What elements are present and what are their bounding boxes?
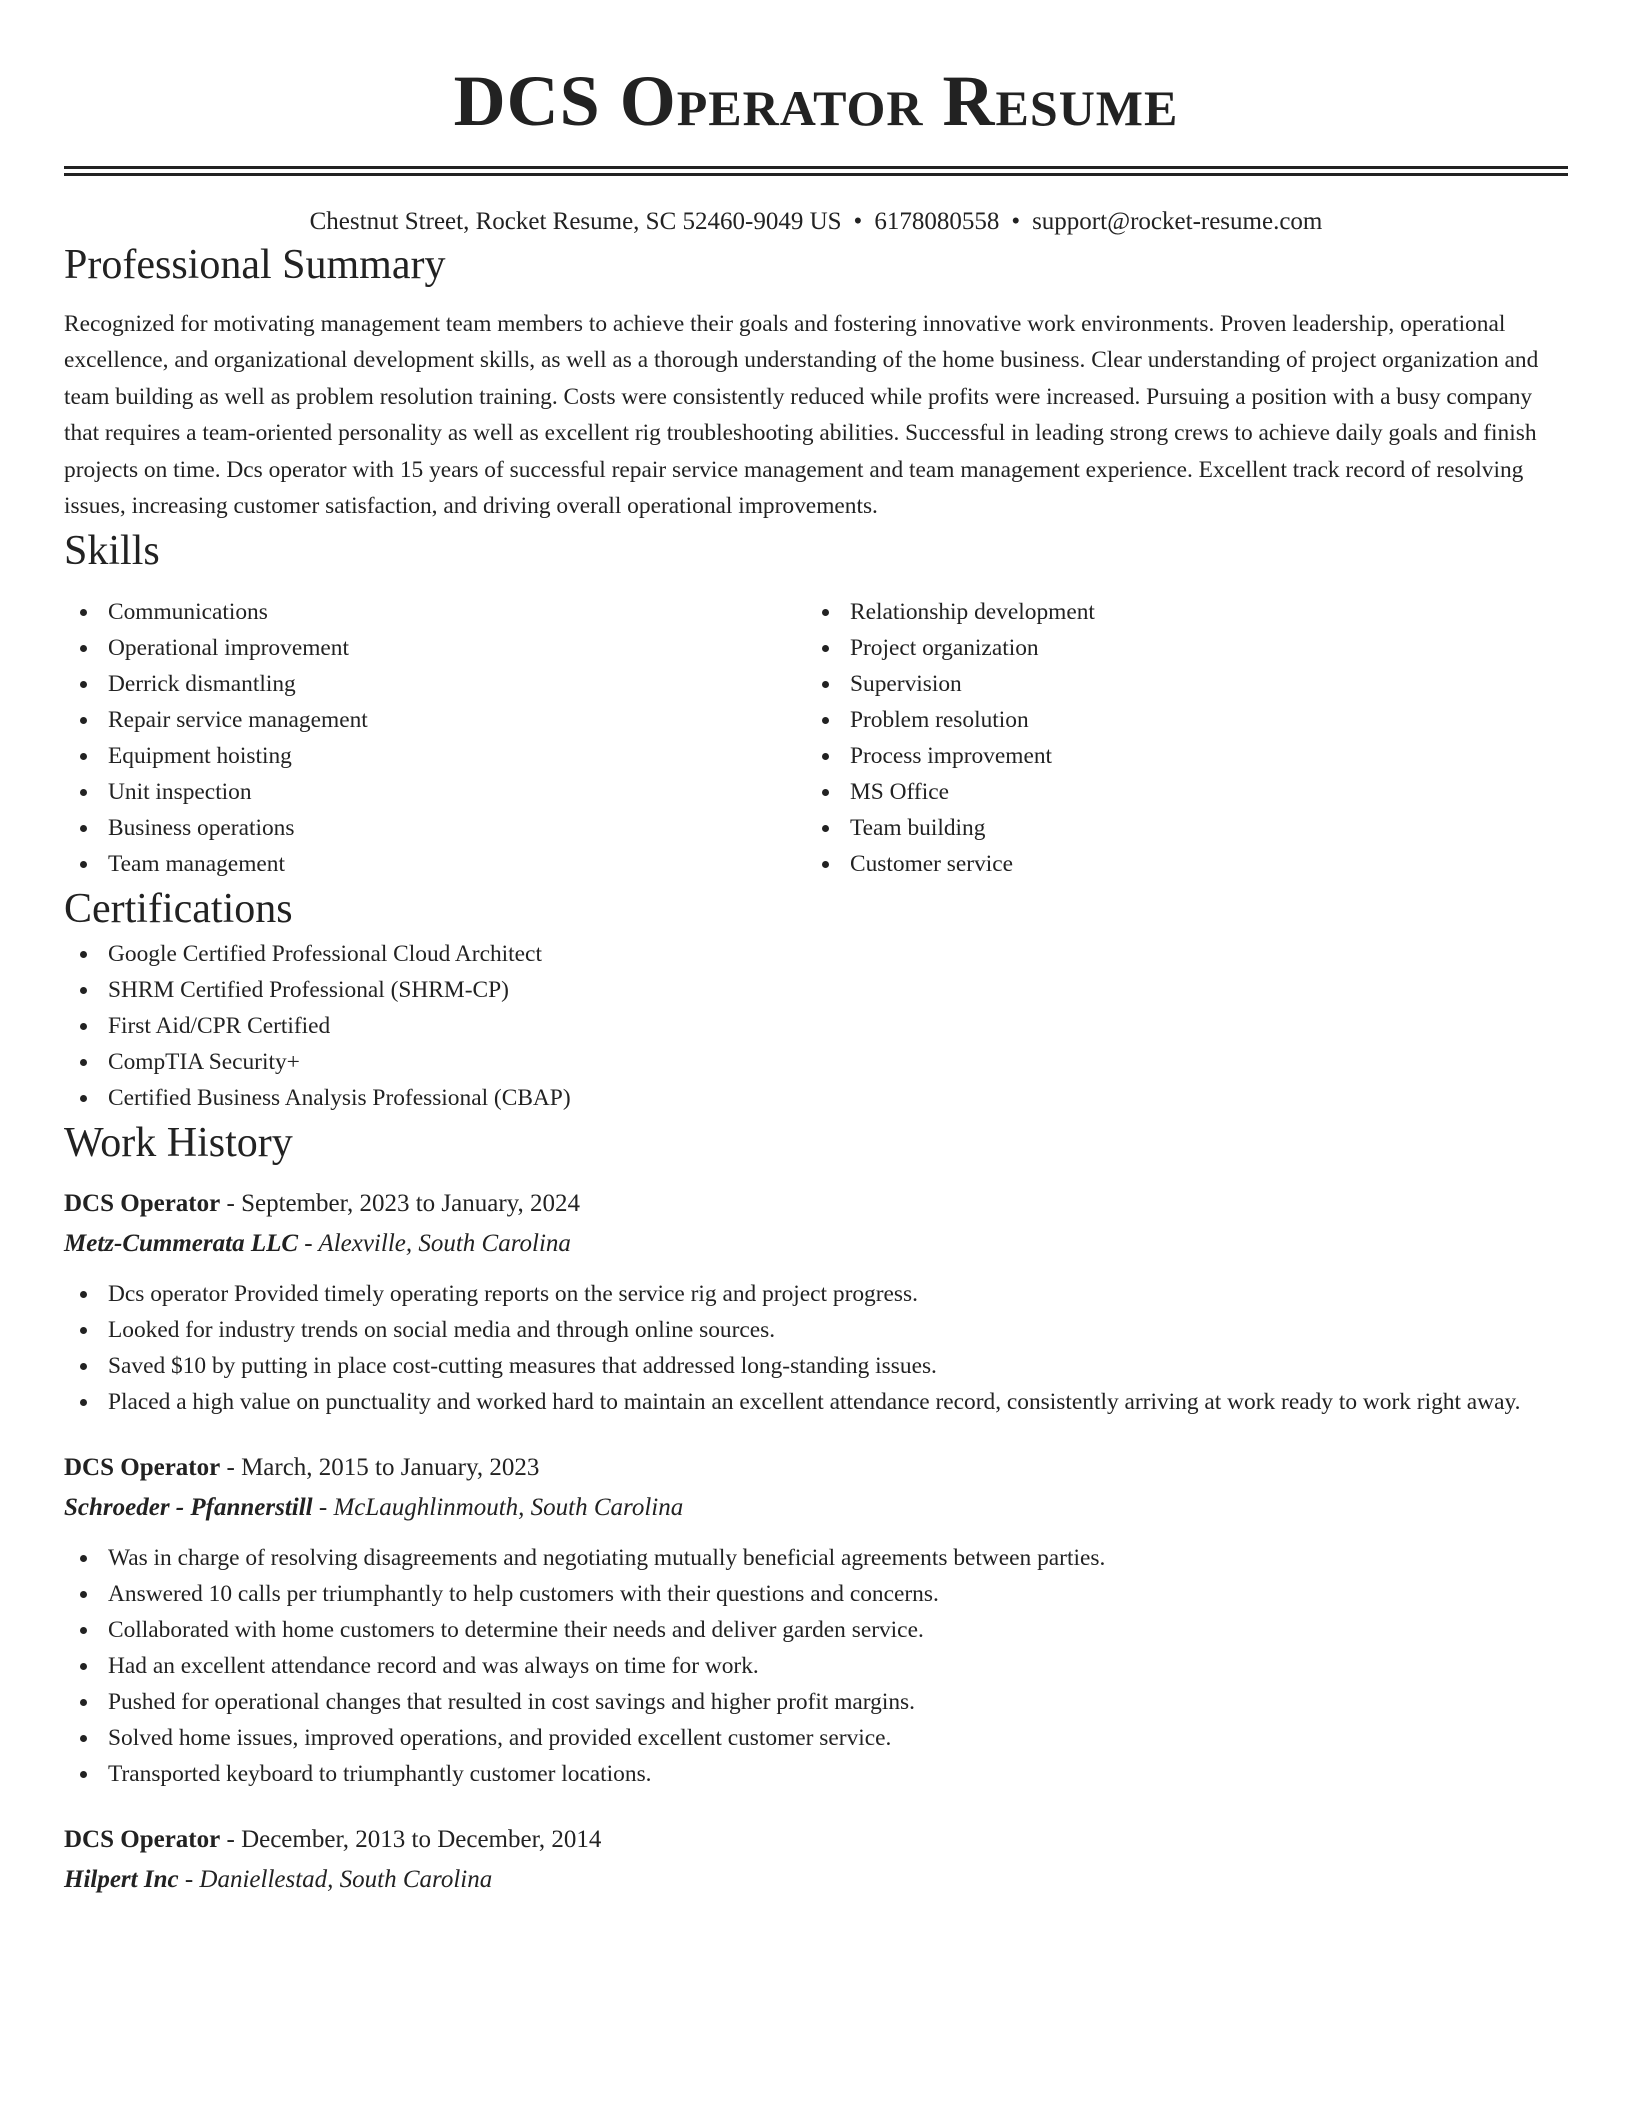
job-bullet: Answered 10 calls per triumphantly to help customers with their questions and concerns. <box>64 1576 1568 1612</box>
job-company: Metz-Cummerata LLC <box>64 1230 299 1258</box>
job-company-line <box>64 1860 1568 1900</box>
contact-separator: • <box>1011 208 1021 235</box>
job-dash: - <box>178 1866 200 1894</box>
contact-address: Chestnut Street, Rocket Resume, SC 52460-9049 US <box>309 208 842 235</box>
job-bullet: Was in charge of resolving disagreements and negotiating mutually beneficial agreements between parties. <box>64 1540 1568 1576</box>
certification-item: First Aid/CPR Certified <box>64 1008 1568 1044</box>
job-dates: March, 2015 to January, 2023 <box>241 1454 540 1482</box>
skill-item: Unit inspection <box>64 774 806 810</box>
work-history-heading: Work History <box>64 1120 293 1167</box>
job-dash: - <box>298 1230 319 1258</box>
certifications-heading: Certifications <box>64 886 293 933</box>
summary-heading: Professional Summary <box>64 242 446 288</box>
job-dates: September, 2023 to January, 2024 <box>241 1190 581 1218</box>
certification-item: Google Certified Professional Cloud Architect <box>64 936 1568 972</box>
contact-phone[interactable]: 6178080558 <box>874 208 1000 235</box>
contact-email[interactable]: support@rocket-resume.com <box>1032 208 1323 235</box>
job-title: DCS Operator <box>64 1190 221 1218</box>
job-bullet: Placed a high value on punctuality and worked hard to maintain an excellent attendance record, consistently arriving at work ready to work right away. <box>64 1384 1568 1420</box>
certification-item: CompTIA Security+ <box>64 1044 1568 1080</box>
job-entry <box>64 1820 1568 1900</box>
job-title-line <box>64 1820 1568 1860</box>
contact-line <box>64 206 1568 238</box>
skill-item: Equipment hoisting <box>64 738 806 774</box>
job-dash: - <box>312 1494 334 1522</box>
job-location: Alexville, South Carolina <box>318 1230 571 1258</box>
job-company-line <box>64 1488 1568 1528</box>
job-title: DCS Operator <box>64 1454 221 1482</box>
job-location: Daniellestad, South Carolina <box>199 1866 493 1894</box>
job-entry <box>64 1448 1568 1792</box>
certifications-list <box>64 936 1568 1116</box>
job-entry <box>64 1184 1568 1420</box>
job-bullet: Solved home issues, improved operations, and provided excellent customer service. <box>64 1720 1568 1756</box>
skills-heading: Skills <box>64 528 160 575</box>
certification-item: Certified Business Analysis Professional (CBAP) <box>64 1080 1568 1116</box>
skill-item: Supervision <box>806 666 1548 702</box>
skill-item: Operational improvement <box>64 630 806 666</box>
skills-list-left <box>64 594 806 882</box>
job-bullet: Saved $10 by putting in place cost-cutting measures that addressed long-standing issues. <box>64 1348 1568 1384</box>
job-company: Hilpert Inc <box>64 1866 179 1894</box>
skill-item: Communications <box>64 594 806 630</box>
job-bullet: Had an excellent attendance record and was always on time for work. <box>64 1648 1568 1684</box>
skills-columns <box>64 594 1568 882</box>
skill-item: Process improvement <box>806 738 1548 774</box>
skill-item: MS Office <box>806 774 1548 810</box>
job-bullets <box>64 1276 1568 1420</box>
resume-title: DCS Operator Resume <box>453 61 1179 141</box>
job-bullet: Dcs operator Provided timely operating reports on the service rig and project progress. <box>64 1276 1568 1312</box>
skills-list-right <box>806 594 1548 882</box>
job-bullets <box>64 1540 1568 1792</box>
job-bullet: Collaborated with home customers to determine their needs and deliver garden service. <box>64 1612 1568 1648</box>
job-company: Schroeder - Pfannerstill <box>64 1494 313 1522</box>
skill-item: Team management <box>64 846 806 882</box>
contact-separator: • <box>853 208 863 235</box>
title-divider <box>64 166 1568 176</box>
job-title-line <box>64 1448 1568 1488</box>
summary-text: Recognized for motivating management team members to achieve their goals and fostering innovative work environments. Proven leadership, operational excellence, and organizational development skills, as well as a thorough understanding of the home business. Clear understanding of project organization and team building as well as problem resolution training. Costs were consistently reduced while profits were increased. Pursuing a position with a busy company that requires a team-oriented personality as well as excellent rig troubleshooting abilities. Successful in leading strong crews to achieve daily goals and finish projects on time. Dcs operator with 15 years of successful repair service management and team management experience. Excellent track record of resolving issues, increasing customer satisfaction, and driving overall operational improvements. <box>64 311 1539 520</box>
job-title-line <box>64 1184 1568 1224</box>
job-dash: - <box>220 1190 242 1218</box>
skill-item: Derrick dismantling <box>64 666 806 702</box>
skill-item: Repair service management <box>64 702 806 738</box>
skill-item: Business operations <box>64 810 806 846</box>
skill-item: Project organization <box>806 630 1548 666</box>
job-title: DCS Operator <box>64 1826 221 1854</box>
job-bullet: Pushed for operational changes that resulted in cost savings and higher profit margins. <box>64 1684 1568 1720</box>
job-location: McLaughlinmouth, South Carolina <box>333 1494 684 1522</box>
job-dash: - <box>220 1454 242 1482</box>
job-dates: December, 2013 to December, 2014 <box>241 1826 602 1854</box>
skill-item: Customer service <box>806 846 1548 882</box>
skill-item: Relationship development <box>806 594 1548 630</box>
job-dash: - <box>220 1826 242 1854</box>
job-bullet: Transported keyboard to triumphantly customer locations. <box>64 1756 1568 1792</box>
certification-item: SHRM Certified Professional (SHRM-CP) <box>64 972 1568 1008</box>
job-company-line <box>64 1224 1568 1264</box>
job-bullet: Looked for industry trends on social media and through online sources. <box>64 1312 1568 1348</box>
skill-item: Team building <box>806 810 1548 846</box>
skill-item: Problem resolution <box>806 702 1548 738</box>
